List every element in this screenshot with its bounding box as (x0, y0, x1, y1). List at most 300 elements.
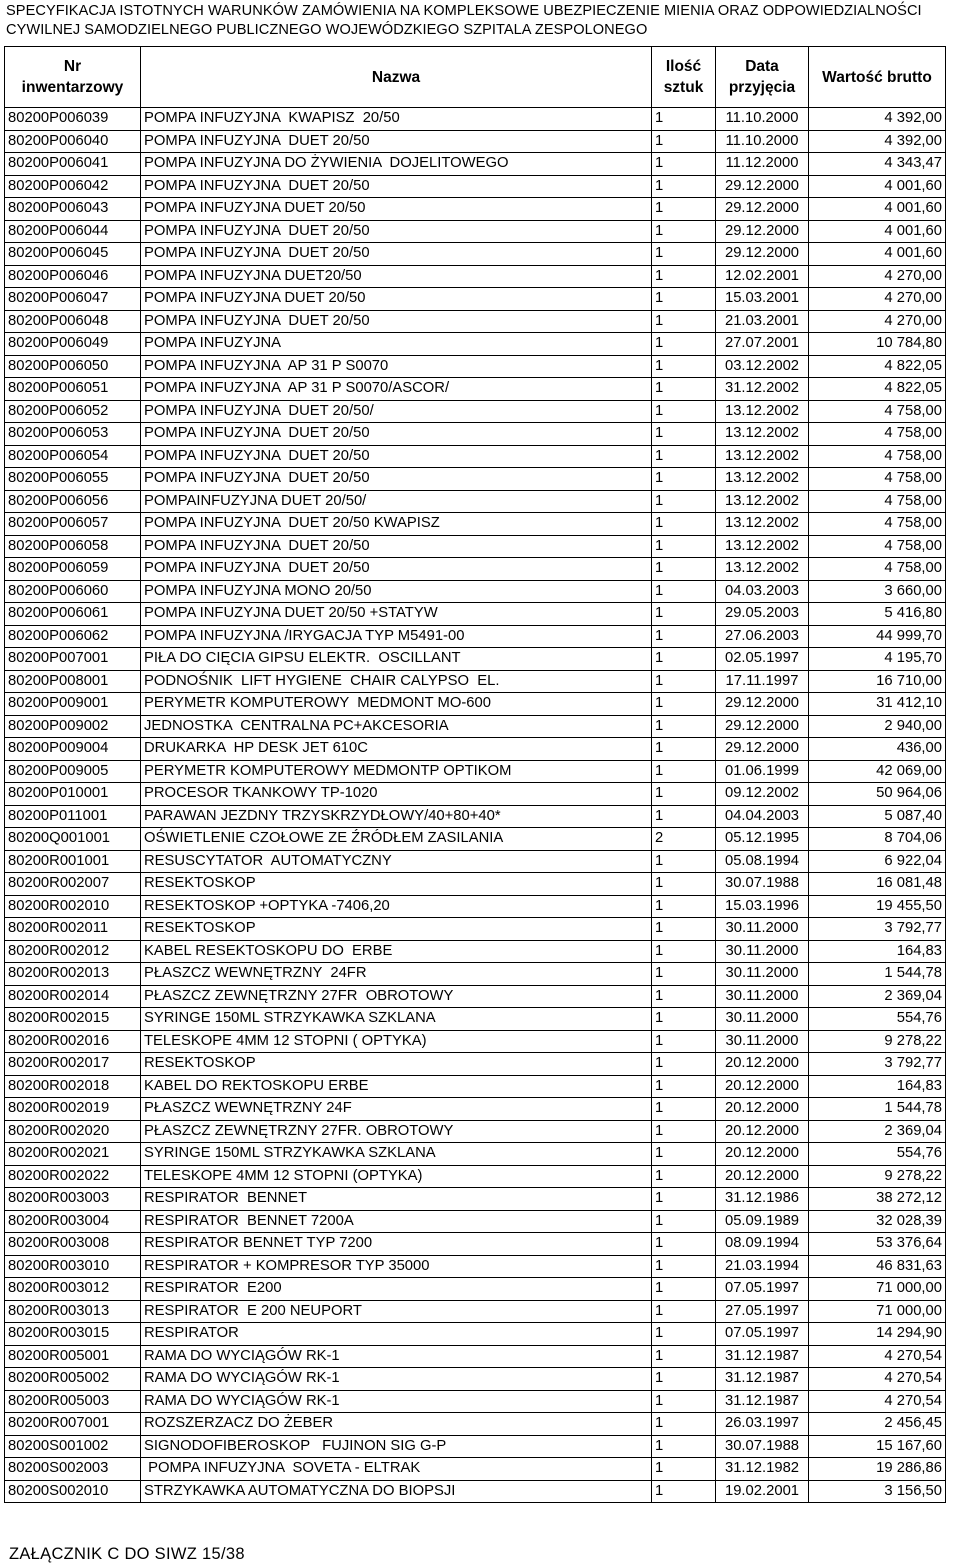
cell-quantity: 2 (652, 828, 716, 851)
cell-inventory-number: 80200R002022 (5, 1165, 141, 1188)
table-row (5, 670, 946, 693)
table-row (5, 288, 946, 311)
cell-gross-value: 2 369,04 (809, 985, 946, 1008)
cell-gross-value: 4 758,00 (809, 400, 946, 423)
cell-gross-value: 14 294,90 (809, 1323, 946, 1346)
cell-date-received: 31.12.1982 (716, 1458, 809, 1481)
cell-inventory-number: 80200P009004 (5, 738, 141, 761)
cell-inventory-number: 80200S002010 (5, 1480, 141, 1503)
table-row (5, 220, 946, 243)
cell-quantity: 1 (652, 198, 716, 221)
cell-date-received: 11.10.2000 (716, 108, 809, 131)
cell-date-received: 30.11.2000 (716, 963, 809, 986)
cell-date-received: 12.02.2001 (716, 265, 809, 288)
cell-quantity: 1 (652, 1053, 716, 1076)
cell-inventory-number: 80200R002011 (5, 918, 141, 941)
cell-quantity: 1 (652, 490, 716, 513)
cell-quantity: 1 (652, 580, 716, 603)
table-row (5, 738, 946, 761)
cell-quantity: 1 (652, 760, 716, 783)
cell-date-received: 27.05.1997 (716, 1300, 809, 1323)
cell-gross-value: 4 343,47 (809, 153, 946, 176)
cell-item-name: PŁASZCZ WEWNĘTRZNY 24F (141, 1098, 652, 1121)
cell-item-name: POMPA INFUZYJNA /IRYGACJA TYP M5491-00 (141, 625, 652, 648)
cell-item-name: ROZSZERZACZ DO ŻEBER (141, 1413, 652, 1436)
table-row (5, 243, 946, 266)
cell-quantity: 1 (652, 1300, 716, 1323)
cell-item-name: POMPA INFUZYJNA MONO 20/50 (141, 580, 652, 603)
cell-date-received: 21.03.1994 (716, 1255, 809, 1278)
cell-gross-value: 19 286,86 (809, 1458, 946, 1481)
cell-quantity: 1 (652, 1210, 716, 1233)
cell-gross-value: 3 792,77 (809, 1053, 946, 1076)
cell-date-received: 04.04.2003 (716, 805, 809, 828)
cell-item-name: RAMA DO WYCIĄGÓW RK-1 (141, 1345, 652, 1368)
cell-quantity: 1 (652, 1165, 716, 1188)
cell-item-name: PODNOŚNIK LIFT HYGIENE CHAIR CALYPSO EL. (141, 670, 652, 693)
cell-item-name: RESPIRATOR BENNET 7200A (141, 1210, 652, 1233)
cell-item-name: POMPA INFUZYJNA DO ŻYWIENIA DOJELITOWEGO (141, 153, 652, 176)
table-row (5, 648, 946, 671)
cell-inventory-number: 80200P006057 (5, 513, 141, 536)
cell-inventory-number: 80200P006040 (5, 130, 141, 153)
cell-inventory-number: 80200P006042 (5, 175, 141, 198)
cell-date-received: 13.12.2002 (716, 490, 809, 513)
cell-date-received: 29.12.2000 (716, 175, 809, 198)
cell-inventory-number: 80200R002017 (5, 1053, 141, 1076)
table-row (5, 1345, 946, 1368)
cell-date-received: 11.12.2000 (716, 153, 809, 176)
cell-date-received: 29.12.2000 (716, 693, 809, 716)
cell-quantity: 1 (652, 625, 716, 648)
cell-item-name: RESPIRATOR BENNET TYP 7200 (141, 1233, 652, 1256)
cell-inventory-number: 80200R005003 (5, 1390, 141, 1413)
cell-date-received: 20.12.2000 (716, 1120, 809, 1143)
cell-quantity: 1 (652, 108, 716, 131)
cell-item-name: PERYMETR KOMPUTEROWY MEDMONT MO-600 (141, 693, 652, 716)
cell-gross-value: 4 195,70 (809, 648, 946, 671)
cell-date-received: 30.07.1988 (716, 873, 809, 896)
cell-quantity: 1 (652, 985, 716, 1008)
cell-gross-value: 42 069,00 (809, 760, 946, 783)
cell-gross-value: 38 272,12 (809, 1188, 946, 1211)
cell-gross-value: 3 792,77 (809, 918, 946, 941)
table-row (5, 1323, 946, 1346)
cell-date-received: 21.03.2001 (716, 310, 809, 333)
column-header-ilosc (652, 47, 716, 108)
cell-date-received: 13.12.2002 (716, 468, 809, 491)
cell-item-name: POMPA INFUZYJNA DUET 20/50 +STATYW (141, 603, 652, 626)
table-row (5, 580, 946, 603)
cell-item-name: RAMA DO WYCIĄGÓW RK-1 (141, 1390, 652, 1413)
cell-gross-value: 4 270,54 (809, 1390, 946, 1413)
table-row (5, 130, 946, 153)
cell-item-name: RESEKTOSKOP (141, 918, 652, 941)
cell-item-name: TELESKOPE 4MM 12 STOPNI (OPTYKA) (141, 1165, 652, 1188)
cell-inventory-number: 80200R002007 (5, 873, 141, 896)
cell-quantity: 1 (652, 963, 716, 986)
cell-gross-value: 5 087,40 (809, 805, 946, 828)
cell-gross-value: 16 081,48 (809, 873, 946, 896)
cell-quantity: 1 (652, 1480, 716, 1503)
cell-quantity: 1 (652, 130, 716, 153)
cell-item-name: POMPA INFUZYJNA DUET 20/50 (141, 130, 652, 153)
cell-gross-value: 3 660,00 (809, 580, 946, 603)
cell-inventory-number: 80200P006058 (5, 535, 141, 558)
cell-gross-value: 4 270,54 (809, 1345, 946, 1368)
cell-date-received: 29.12.2000 (716, 738, 809, 761)
cell-quantity: 1 (652, 715, 716, 738)
cell-quantity: 1 (652, 1368, 716, 1391)
cell-gross-value: 6 922,04 (809, 850, 946, 873)
table-row (5, 940, 946, 963)
cell-date-received: 30.11.2000 (716, 918, 809, 941)
cell-item-name: SYRINGE 150ML STRZYKAWKA SZKLANA (141, 1143, 652, 1166)
cell-quantity: 1 (652, 783, 716, 806)
cell-item-name: TELESKOPE 4MM 12 STOPNI ( OPTYKA) (141, 1030, 652, 1053)
cell-quantity: 1 (652, 153, 716, 176)
cell-quantity: 1 (652, 288, 716, 311)
cell-quantity: 1 (652, 1188, 716, 1211)
cell-quantity: 1 (652, 1323, 716, 1346)
cell-inventory-number: 80200P006044 (5, 220, 141, 243)
cell-gross-value: 4 758,00 (809, 513, 946, 536)
page-footer: ZAŁĄCZNIK C DO SIWZ 15/38 (9, 1545, 245, 1563)
cell-item-name: PARAWAN JEZDNY TRZYSKRZYDŁOWY/40+80+40* (141, 805, 652, 828)
table-row (5, 153, 946, 176)
cell-date-received: 20.12.2000 (716, 1053, 809, 1076)
cell-quantity: 1 (652, 445, 716, 468)
table-row (5, 1278, 946, 1301)
cell-date-received: 30.11.2000 (716, 1008, 809, 1031)
cell-item-name: RESPIRATOR E200 (141, 1278, 652, 1301)
cell-date-received: 19.02.2001 (716, 1480, 809, 1503)
cell-quantity: 1 (652, 333, 716, 356)
cell-date-received: 13.12.2002 (716, 558, 809, 581)
cell-gross-value: 164,83 (809, 940, 946, 963)
cell-quantity: 1 (652, 1008, 716, 1031)
cell-quantity: 1 (652, 400, 716, 423)
cell-date-received: 04.03.2003 (716, 580, 809, 603)
cell-gross-value: 1 544,78 (809, 1098, 946, 1121)
cell-date-received: 13.12.2002 (716, 535, 809, 558)
cell-inventory-number: 80200P006048 (5, 310, 141, 333)
cell-gross-value: 3 156,50 (809, 1480, 946, 1503)
cell-item-name: POMPA INFUZYJNA DUET 20/50 (141, 468, 652, 491)
cell-inventory-number: 80200P006045 (5, 243, 141, 266)
cell-date-received: 29.12.2000 (716, 220, 809, 243)
table-row (5, 850, 946, 873)
cell-inventory-number: 80200R002021 (5, 1143, 141, 1166)
cell-item-name: POMPA INFUZYJNA DUET 20/50 (141, 198, 652, 221)
cell-gross-value: 436,00 (809, 738, 946, 761)
cell-date-received: 31.12.2002 (716, 378, 809, 401)
cell-quantity: 1 (652, 423, 716, 446)
cell-date-received: 30.11.2000 (716, 985, 809, 1008)
cell-gross-value: 4 758,00 (809, 468, 946, 491)
cell-date-received: 15.03.2001 (716, 288, 809, 311)
table-row (5, 1255, 946, 1278)
cell-inventory-number: 80200P006047 (5, 288, 141, 311)
cell-item-name: POMPA INFUZYJNA KWAPISZ 20/50 (141, 108, 652, 131)
cell-inventory-number: 80200P006051 (5, 378, 141, 401)
cell-inventory-number: 80200R002010 (5, 895, 141, 918)
cell-inventory-number: 80200P006054 (5, 445, 141, 468)
table-row (5, 558, 946, 581)
table-row (5, 625, 946, 648)
cell-item-name: POMPAINFUZYJNA DUET 20/50/ (141, 490, 652, 513)
cell-gross-value: 4 270,00 (809, 265, 946, 288)
cell-inventory-number: 80200R005002 (5, 1368, 141, 1391)
cell-date-received: 31.12.1986 (716, 1188, 809, 1211)
cell-gross-value: 46 831,63 (809, 1255, 946, 1278)
header-line-2: CYWILNEJ SAMODZIELNEGO PUBLICZNEGO WOJEWÓDZKIEGO SZPITALA ZESPOLONEGO (6, 22, 648, 38)
cell-quantity: 1 (652, 355, 716, 378)
cell-inventory-number: 80200R002015 (5, 1008, 141, 1031)
table-row (5, 1053, 946, 1076)
cell-inventory-number: 80200R003008 (5, 1233, 141, 1256)
cell-date-received: 13.12.2002 (716, 513, 809, 536)
cell-date-received: 27.06.2003 (716, 625, 809, 648)
cell-quantity: 1 (652, 558, 716, 581)
inventory-table (4, 46, 946, 1503)
cell-quantity: 1 (652, 895, 716, 918)
table-row (5, 828, 946, 851)
cell-quantity: 1 (652, 175, 716, 198)
cell-item-name: SYRINGE 150ML STRZYKAWKA SZKLANA (141, 1008, 652, 1031)
cell-gross-value: 4 001,60 (809, 198, 946, 221)
cell-item-name: KABEL DO REKTOSKOPU ERBE (141, 1075, 652, 1098)
cell-inventory-number: 80200P009005 (5, 760, 141, 783)
cell-quantity: 1 (652, 850, 716, 873)
cell-quantity: 1 (652, 1143, 716, 1166)
cell-gross-value: 4 758,00 (809, 490, 946, 513)
table-row (5, 355, 946, 378)
table-row (5, 1233, 946, 1256)
cell-quantity: 1 (652, 378, 716, 401)
table-row (5, 1188, 946, 1211)
cell-inventory-number: 80200R002012 (5, 940, 141, 963)
cell-gross-value: 4 001,60 (809, 220, 946, 243)
table-row (5, 1098, 946, 1121)
table-row (5, 535, 946, 558)
cell-date-received: 11.10.2000 (716, 130, 809, 153)
cell-inventory-number: 80200P006041 (5, 153, 141, 176)
cell-quantity: 1 (652, 1413, 716, 1436)
cell-quantity: 1 (652, 873, 716, 896)
column-header-nr (5, 47, 141, 108)
cell-inventory-number: 80200R002019 (5, 1098, 141, 1121)
cell-date-received: 13.12.2002 (716, 445, 809, 468)
table-row (5, 1413, 946, 1436)
column-header-data-line1: Data (745, 58, 779, 75)
cell-gross-value: 50 964,06 (809, 783, 946, 806)
table-row (5, 1143, 946, 1166)
cell-inventory-number: 80200P006059 (5, 558, 141, 581)
cell-inventory-number: 80200P006053 (5, 423, 141, 446)
cell-quantity: 1 (652, 1278, 716, 1301)
cell-item-name: PERYMETR KOMPUTEROWY MEDMONTP OPTIKOM (141, 760, 652, 783)
table-row (5, 693, 946, 716)
cell-date-received: 15.03.1996 (716, 895, 809, 918)
cell-item-name: RESEKTOSKOP (141, 1053, 652, 1076)
cell-item-name: PŁASZCZ WEWNĘTRZNY 24FR (141, 963, 652, 986)
cell-quantity: 1 (652, 1075, 716, 1098)
cell-item-name: RESUSCYTATOR AUTOMATYCZNY (141, 850, 652, 873)
cell-date-received: 29.12.2000 (716, 243, 809, 266)
cell-gross-value: 16 710,00 (809, 670, 946, 693)
cell-gross-value: 4 758,00 (809, 445, 946, 468)
cell-gross-value: 4 001,60 (809, 243, 946, 266)
table-row (5, 895, 946, 918)
table-row (5, 513, 946, 536)
cell-item-name: PIŁA DO CIĘCIA GIPSU ELEKTR. OSCILLANT (141, 648, 652, 671)
table-row (5, 603, 946, 626)
table-row (5, 1210, 946, 1233)
table-row (5, 333, 946, 356)
cell-date-received: 26.03.1997 (716, 1413, 809, 1436)
cell-date-received: 05.09.1989 (716, 1210, 809, 1233)
cell-inventory-number: 80200Q001001 (5, 828, 141, 851)
cell-inventory-number: 80200P006060 (5, 580, 141, 603)
table-row (5, 1368, 946, 1391)
cell-gross-value: 4 270,00 (809, 310, 946, 333)
cell-inventory-number: 80200S001002 (5, 1435, 141, 1458)
cell-item-name: RESPIRATOR (141, 1323, 652, 1346)
cell-item-name: POMPA INFUZYJNA AP 31 P S0070 (141, 355, 652, 378)
cell-date-received: 09.12.2002 (716, 783, 809, 806)
cell-item-name: POMPA INFUZYJNA DUET 20/50 (141, 243, 652, 266)
cell-inventory-number: 80200R002013 (5, 963, 141, 986)
cell-item-name: POMPA INFUZYJNA DUET 20/50 (141, 220, 652, 243)
cell-date-received: 30.11.2000 (716, 1030, 809, 1053)
table-row (5, 1008, 946, 1031)
cell-quantity: 1 (652, 1390, 716, 1413)
table-row (5, 1480, 946, 1503)
cell-item-name: RESEKTOSKOP (141, 873, 652, 896)
cell-item-name: RESPIRATOR + KOMPRESOR TYP 35000 (141, 1255, 652, 1278)
table-row (5, 1458, 946, 1481)
cell-inventory-number: 80200P006050 (5, 355, 141, 378)
table-row (5, 445, 946, 468)
cell-date-received: 31.12.1987 (716, 1368, 809, 1391)
cell-gross-value: 4 392,00 (809, 108, 946, 131)
table-row (5, 108, 946, 131)
cell-quantity: 1 (652, 1345, 716, 1368)
cell-quantity: 1 (652, 310, 716, 333)
table-row (5, 805, 946, 828)
cell-inventory-number: 80200R002020 (5, 1120, 141, 1143)
cell-date-received: 29.05.2003 (716, 603, 809, 626)
table-row (5, 985, 946, 1008)
table-row (5, 310, 946, 333)
cell-quantity: 1 (652, 1030, 716, 1053)
cell-quantity: 1 (652, 1233, 716, 1256)
cell-item-name: POMPA INFUZYJNA DUET 20/50 (141, 445, 652, 468)
cell-inventory-number: 80200R005001 (5, 1345, 141, 1368)
cell-item-name: POMPA INFUZYJNA SOVETA - ELTRAK (141, 1458, 652, 1481)
cell-date-received: 13.12.2002 (716, 400, 809, 423)
cell-item-name: PŁASZCZ ZEWNĘTRZNY 27FR OBROTOWY (141, 985, 652, 1008)
cell-item-name: RESEKTOSKOP +OPTYKA -7406,20 (141, 895, 652, 918)
cell-gross-value: 71 000,00 (809, 1300, 946, 1323)
cell-gross-value: 2 940,00 (809, 715, 946, 738)
cell-date-received: 03.12.2002 (716, 355, 809, 378)
column-header-wartosc: Wartość brutto (809, 47, 946, 108)
table-row (5, 1120, 946, 1143)
cell-date-received: 13.12.2002 (716, 423, 809, 446)
cell-date-received: 31.12.1987 (716, 1390, 809, 1413)
cell-gross-value: 19 455,50 (809, 895, 946, 918)
cell-gross-value: 554,76 (809, 1008, 946, 1031)
cell-gross-value: 10 784,80 (809, 333, 946, 356)
cell-quantity: 1 (652, 220, 716, 243)
cell-gross-value: 5 416,80 (809, 603, 946, 626)
cell-gross-value: 4 392,00 (809, 130, 946, 153)
cell-gross-value: 15 167,60 (809, 1435, 946, 1458)
cell-inventory-number: 80200R002016 (5, 1030, 141, 1053)
table-row (5, 963, 946, 986)
table-row (5, 400, 946, 423)
cell-inventory-number: 80200P006043 (5, 198, 141, 221)
table-row (5, 760, 946, 783)
cell-inventory-number: 80200R002014 (5, 985, 141, 1008)
cell-quantity: 1 (652, 265, 716, 288)
cell-inventory-number: 80200S002003 (5, 1458, 141, 1481)
cell-gross-value: 31 412,10 (809, 693, 946, 716)
table-header-row (5, 47, 946, 108)
cell-date-received: 05.12.1995 (716, 828, 809, 851)
document-header (6, 2, 956, 40)
cell-item-name: POMPA INFUZYJNA DUET 20/50 KWAPISZ (141, 513, 652, 536)
cell-item-name: STRZYKAWKA AUTOMATYCZNA DO BIOPSJI (141, 1480, 652, 1503)
cell-item-name: JEDNOSTKA CENTRALNA PC+AKCESORIA (141, 715, 652, 738)
cell-quantity: 1 (652, 1098, 716, 1121)
cell-inventory-number: 80200P011001 (5, 805, 141, 828)
column-header-data (716, 47, 809, 108)
cell-gross-value: 4 822,05 (809, 355, 946, 378)
cell-inventory-number: 80200P006046 (5, 265, 141, 288)
cell-inventory-number: 80200P009002 (5, 715, 141, 738)
cell-item-name: KABEL RESEKTOSKOPU DO ERBE (141, 940, 652, 963)
table-row (5, 1435, 946, 1458)
column-header-nr-line2: inwentarzowy (21, 79, 124, 96)
table-row (5, 1075, 946, 1098)
table-row (5, 918, 946, 941)
cell-item-name: DRUKARKA HP DESK JET 610C (141, 738, 652, 761)
cell-inventory-number: 80200R003015 (5, 1323, 141, 1346)
cell-gross-value: 2 456,45 (809, 1413, 946, 1436)
cell-inventory-number: 80200P006049 (5, 333, 141, 356)
cell-date-received: 29.12.2000 (716, 198, 809, 221)
cell-inventory-number: 80200P010001 (5, 783, 141, 806)
cell-inventory-number: 80200R003012 (5, 1278, 141, 1301)
cell-gross-value: 44 999,70 (809, 625, 946, 648)
cell-quantity: 1 (652, 513, 716, 536)
cell-gross-value: 1 544,78 (809, 963, 946, 986)
cell-quantity: 1 (652, 670, 716, 693)
cell-inventory-number: 80200P006039 (5, 108, 141, 131)
cell-date-received: 20.12.2000 (716, 1143, 809, 1166)
cell-inventory-number: 80200R003010 (5, 1255, 141, 1278)
cell-quantity: 1 (652, 738, 716, 761)
table-row (5, 783, 946, 806)
table-row (5, 423, 946, 446)
cell-quantity: 1 (652, 918, 716, 941)
cell-inventory-number: 80200P007001 (5, 648, 141, 671)
column-header-data-line2: przyjęcia (728, 79, 796, 96)
table-row (5, 1390, 946, 1413)
